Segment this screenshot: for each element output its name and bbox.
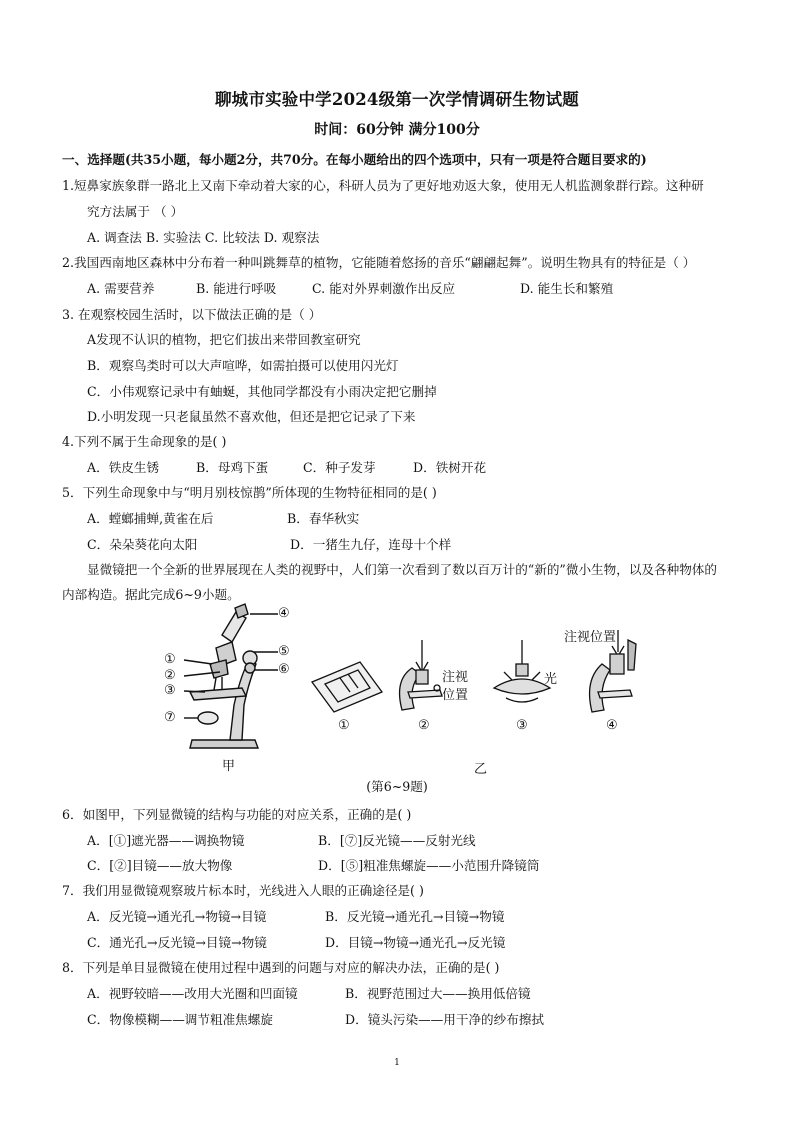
- yi-weizhi: 位置: [442, 688, 469, 703]
- yi-step-2-drawing: [400, 640, 442, 710]
- q3-option-d: D.小明发现一只老鼠虽然不喜欢他，但还是把它记录了下来: [87, 409, 416, 424]
- q1-options: A. 调查法 B. 实验法 C. 比较法 D. 观察法: [87, 230, 320, 245]
- q7-stem: 7．我们用显微镜观察玻片标本时，光线进入人眼的正确途径是( ): [62, 883, 424, 898]
- intro-line-1: 显微镜把一个全新的世界展现在人类的视野中，人们第一次看到了数以百万计的“新的”微小生物，以及各种物体的: [87, 562, 717, 577]
- yi-zhushi-weizhi: 注视位置: [564, 630, 617, 645]
- yi-label-3: ③: [516, 718, 528, 733]
- q7-option-a: A．反光镜→通光孔→物镜→目镜: [87, 909, 267, 924]
- q7-option-b: B．反光镜→通光孔→目镜→物镜: [325, 909, 505, 924]
- q2-stem: 2.我国西南地区森林中分布着一种叫跳舞草的植物，它能随着悠扬的音乐“翩翩起舞”。说明生物具有的特征是（ ）: [62, 255, 696, 270]
- q2-option-b: B. 能进行呼吸: [196, 281, 277, 296]
- q4-option-a: A．铁皮生锈: [87, 460, 160, 475]
- q8-stem: 8．下列是单目显微镜在使用过程中遇到的问题与对应的解决办法，正确的是( ): [62, 960, 500, 975]
- q3-stem: 3. 在观察校园生活时，以下做法正确的是（ ）: [62, 307, 322, 322]
- q3-option-c: C．小伟观察记录中有蚰蜒，其他同学都没有小雨决定把它删掉: [87, 384, 437, 399]
- page-title: 聊城市实验中学2024级第一次学情调研生物试题: [214, 90, 580, 109]
- q2-option-d: D. 能生长和繁殖: [520, 281, 614, 296]
- q2-option-a: A. 需要营养: [87, 281, 155, 296]
- yi-caption: 乙: [474, 762, 488, 777]
- jia-label-2: ②: [164, 668, 176, 683]
- q1-stem-cont: 究方法属于 （ ）: [87, 204, 184, 219]
- q4-option-d: D．铁树开花: [413, 460, 487, 475]
- q3-option-a: A发现不认识的植物，把它们拔出来带回教室研究: [87, 332, 361, 347]
- yi-step-3-drawing: [494, 640, 550, 702]
- q1-stem: 1.短鼻家族象群一路北上又南下牵动着大家的心，科研人员为了更好地劝返大象，使用无人机监测象群行踪。这种研: [62, 178, 704, 193]
- q7-option-c: C．通光孔→反光镜→目镜→物镜: [87, 935, 267, 950]
- microscope-jia-drawing: [184, 604, 278, 748]
- q8-option-b: B．视野范围过大——换用低倍镜: [345, 986, 531, 1001]
- q8-option-d: D．镜头污染——用干净的纱布擦拭: [345, 1012, 545, 1027]
- section-header: 一、选择题(共35小题，每小题2分，共70分。在每小题给出的四个选项中，只有一项是符合题目要求的): [62, 152, 647, 167]
- q4-option-b: B．母鸡下蛋: [196, 460, 269, 475]
- yi-zhushi: 注视: [442, 670, 469, 685]
- q6-stem: 6．如图甲，下列显微镜的结构与功能的对应关系，正确的是( ): [62, 807, 412, 822]
- jia-label-3: ③: [164, 683, 176, 698]
- q5-option-d: D．一猪生九仔，连母十个样: [290, 537, 452, 552]
- jia-label-5: ⑤: [278, 644, 290, 659]
- microscope-figure: [150, 600, 670, 775]
- figure-caption: (第6~9题): [366, 779, 428, 794]
- jia-label-7: ⑦: [164, 710, 176, 725]
- q5-option-b: B．春华秋实: [287, 511, 360, 526]
- q5-option-a: A．螳螂捕蝉,黄雀在后: [87, 511, 214, 526]
- q5-option-c: C．朵朵葵花向太阳: [87, 537, 198, 552]
- q8-option-c: C．物像模糊——调节粗准焦螺旋: [87, 1012, 273, 1027]
- jia-label-4: ④: [278, 606, 290, 621]
- q6-option-b: B．[⑦]反光镜——反射光线: [318, 833, 476, 848]
- q6-option-a: A．[①]遮光器——调换物镜: [87, 833, 245, 848]
- yi-label-4: ④: [606, 718, 618, 733]
- q6-option-c: C．[②]目镜——放大物像: [87, 858, 233, 873]
- yi-guang: 光: [544, 672, 558, 687]
- intro-line-2: 内部构造。据此完成6~9小题。: [62, 587, 240, 602]
- yi-slide-drawing: [312, 662, 382, 712]
- jia-label-6: ⑥: [278, 662, 290, 677]
- q8-option-a: A．视野较暗——改用大光圈和凹面镜: [87, 986, 298, 1001]
- q7-option-d: D．目镜→物镜→通光孔→反光镜: [325, 935, 506, 950]
- q4-option-c: C．种子发芽: [303, 460, 376, 475]
- exam-time-score: 时间：60分钟 满分100分: [314, 122, 480, 138]
- page-number: 1: [394, 1058, 400, 1068]
- q6-option-d: D．[⑤]粗准焦螺旋——小范围升降镜筒: [318, 858, 540, 873]
- jia-label-1: ①: [164, 652, 176, 667]
- yi-label-2: ②: [418, 718, 430, 733]
- q2-option-c: C. 能对外界刺激作出反应: [312, 281, 456, 296]
- yi-label-1: ①: [338, 718, 350, 733]
- q3-option-b: B．观察鸟类时可以大声喧哗，如需拍摄可以使用闪光灯: [87, 358, 399, 373]
- q4-stem: 4.下列不属于生命现象的是( ): [62, 434, 227, 449]
- q5-stem: 5．下列生命现象中与“明月别枝惊鹊”所体现的生物特征相同的是( ): [62, 485, 437, 500]
- jia-caption: 甲: [222, 759, 236, 774]
